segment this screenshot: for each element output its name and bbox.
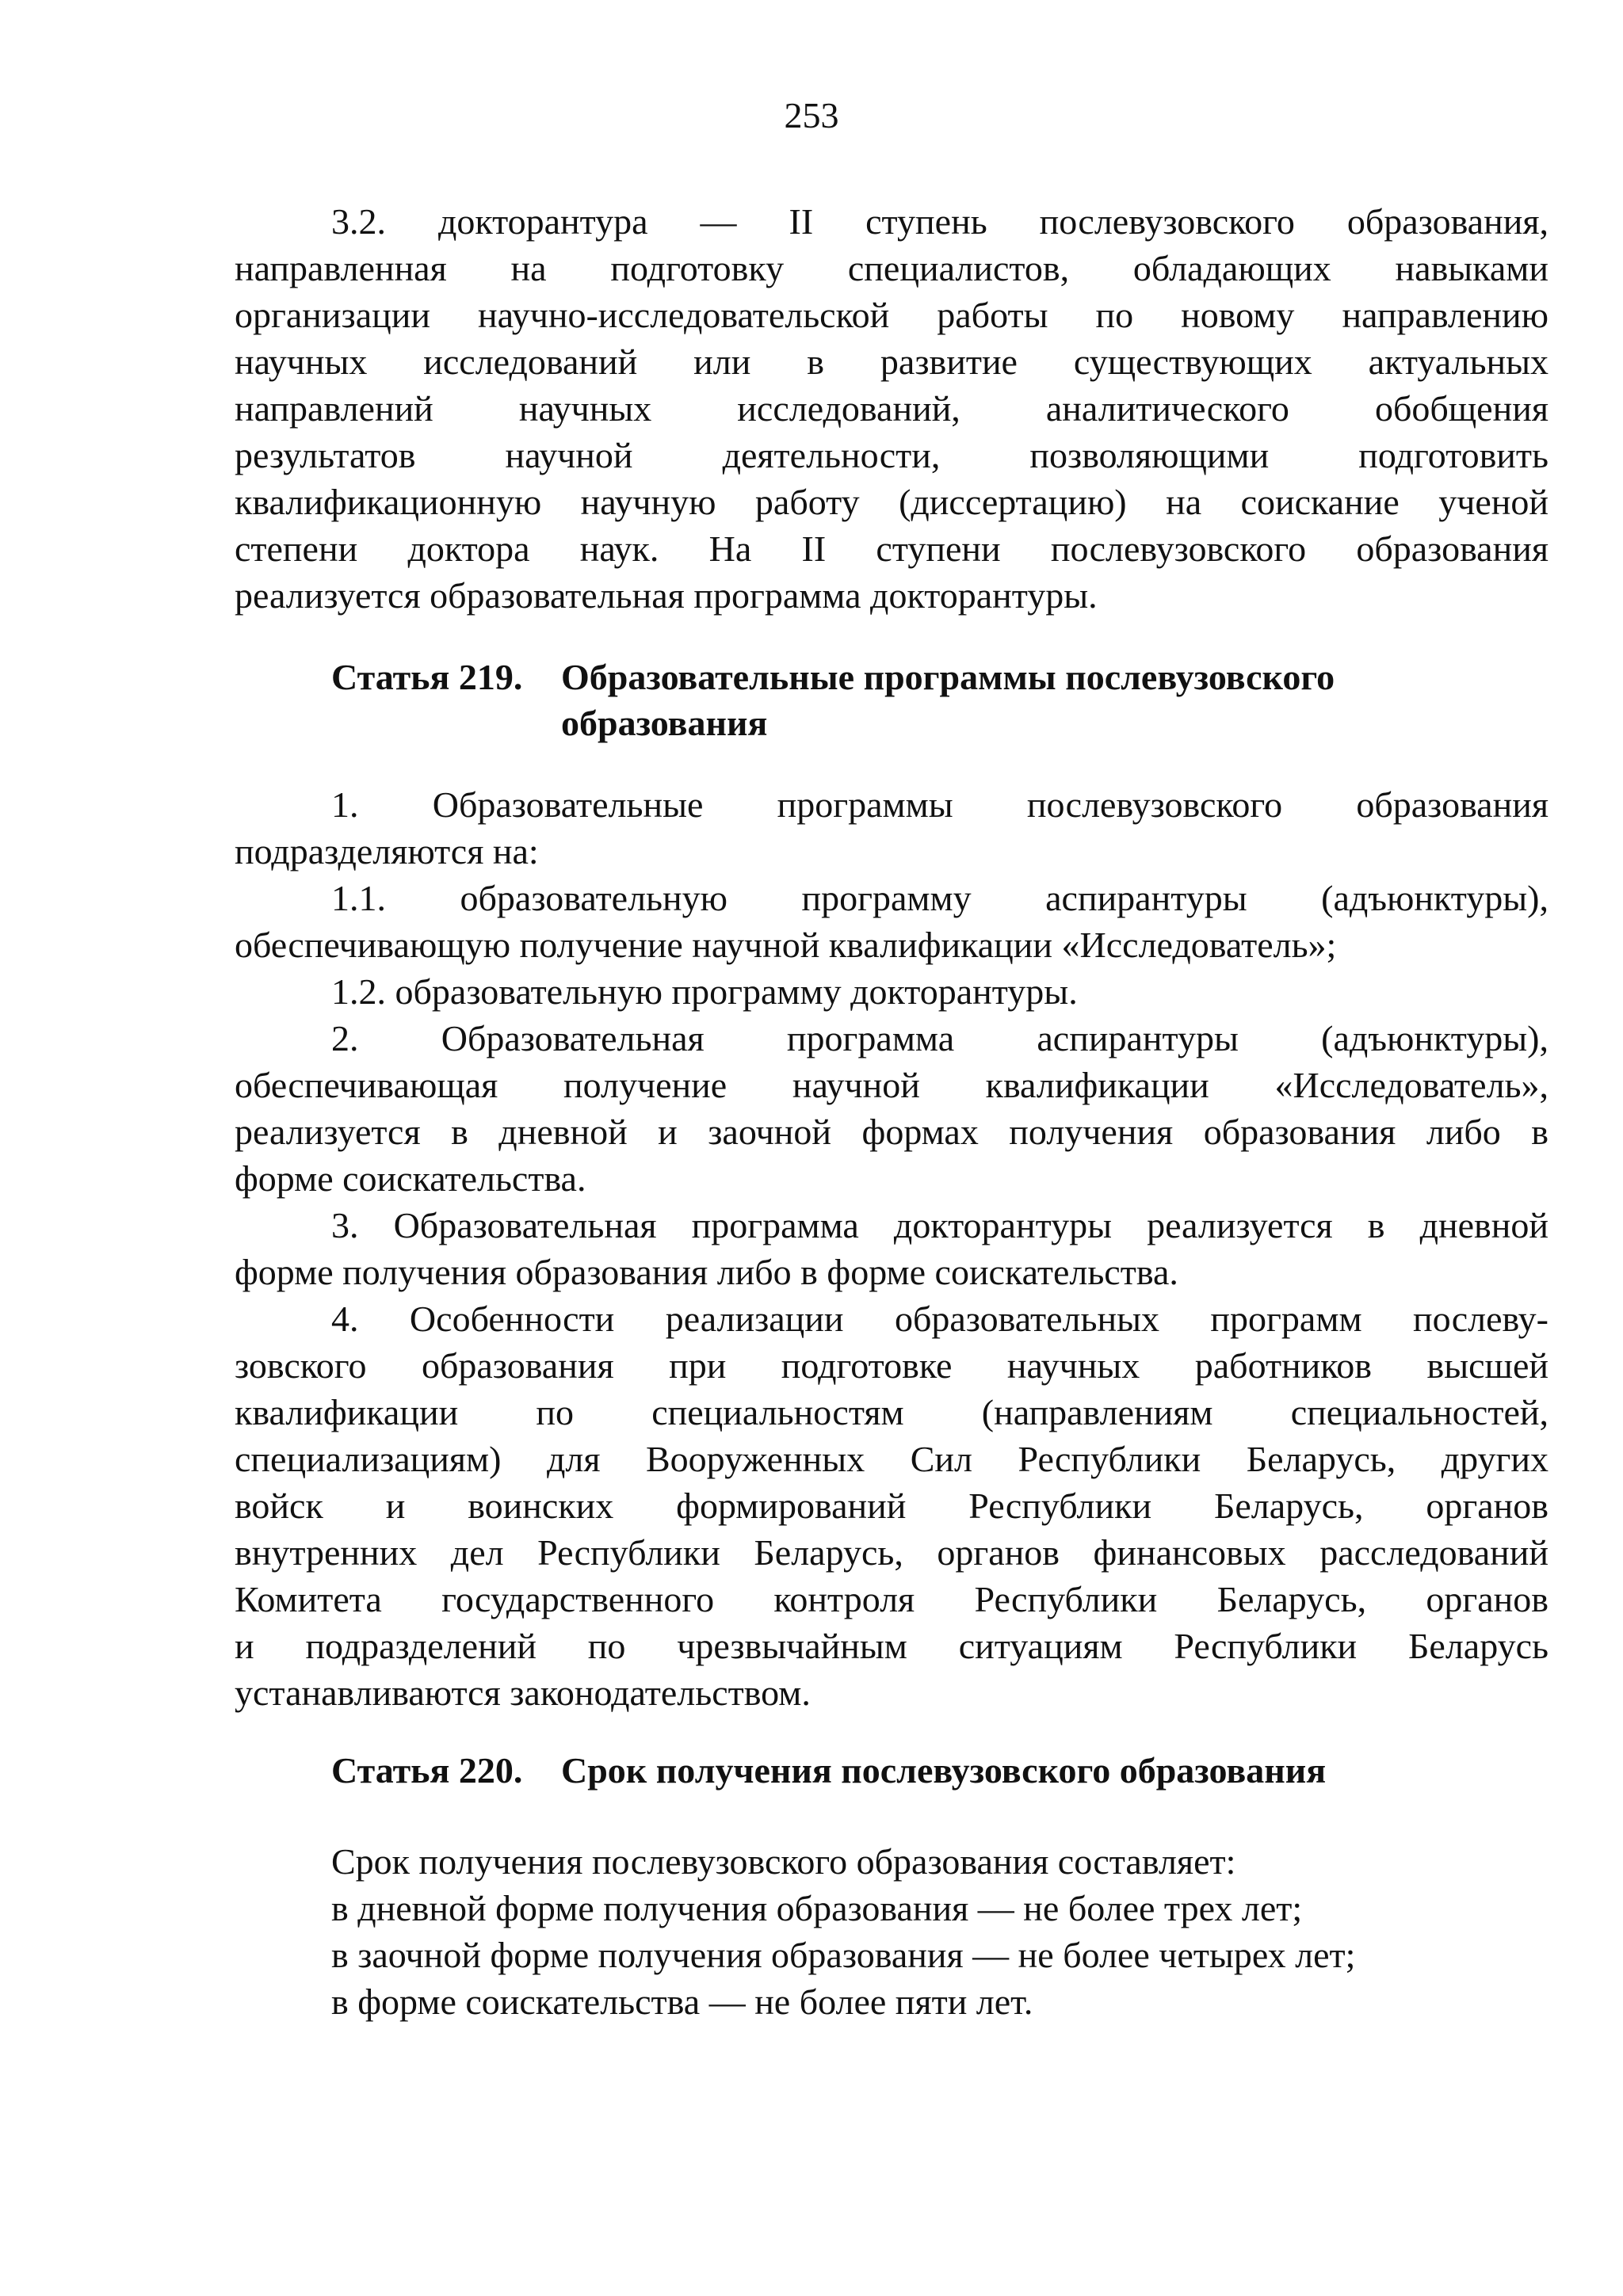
text-line: квалификации по специальностям (направлениям специальностей,	[235, 1392, 1549, 1432]
article-220-body	[235, 1838, 1549, 2025]
page-number: 253	[784, 95, 839, 135]
text-line: Комитета государственного контроля Республики Беларусь, органов	[235, 1579, 1549, 1619]
text-line: обеспечивающая получение научной квалификации «Исследователь»,	[235, 1065, 1549, 1105]
text-line: реализуется в дневной и заочной формах получения образования либо в	[235, 1112, 1549, 1152]
text-line: подразделяются на:	[235, 831, 539, 871]
article-219-heading	[331, 654, 1335, 746]
text-line: и подразделений по чрезвычайным ситуациям Республики Беларусь	[235, 1626, 1549, 1666]
article-label: Статья 220.	[331, 1750, 523, 1791]
article-220-heading	[331, 1748, 1326, 1794]
text-line: 3.2. докторантура — II ступень послевузовского образования,	[331, 201, 1549, 242]
text-line: степени доктора наук. На II ступени послевузовского образования	[235, 528, 1549, 569]
text-line: реализуется образовательная программа докторантуры.	[235, 575, 1098, 616]
text-line: 1. Образовательные программы послевузовского образования	[331, 784, 1549, 825]
article-title: Образовательные программы послевузовского образования	[561, 657, 1335, 743]
text-line: результатов научной деятельности, позволяющими подготовить	[235, 435, 1549, 475]
text-line: организации научно-исследовательской работы по новому направлению	[235, 295, 1549, 335]
paragraph-3-2	[235, 198, 1549, 619]
text-line: 1.1. образовательную программу аспирантуры (адъюнктуры),	[331, 878, 1549, 918]
article-219-body	[235, 781, 1549, 1716]
text-line: форме соискательства.	[235, 1158, 586, 1199]
text-line: 4. Особенности реализации образовательных программ послеву-	[331, 1299, 1549, 1339]
text-line: зовского образования при подготовке научных работников высшей	[235, 1345, 1549, 1386]
text-line: войск и воинских формирований Республики Беларусь, органов	[235, 1486, 1549, 1526]
text-line: 1.2. образовательную программу докторантуры.	[331, 971, 1078, 1012]
text-line: внутренних дел Республики Беларусь, органов финансовых расследований	[235, 1532, 1549, 1573]
text-line: направленная на подготовку специалистов, обладающих навыками	[235, 248, 1549, 288]
article-title: Срок получения послевузовского образования	[561, 1750, 1327, 1791]
text-line: 2. Образовательная программа аспирантуры (адъюнктуры),	[331, 1018, 1549, 1058]
text-line: обеспечивающую получение научной квалификации «Исследователь»;	[235, 925, 1337, 965]
text-line: в форме соискательства — не более пяти лет.	[331, 1981, 1033, 2022]
text-line: 3. Образовательная программа докторантуры реализуется в дневной	[331, 1205, 1549, 1245]
text-line: устанавливаются законодательством.	[235, 1672, 811, 1713]
text-line: Срок получения послевузовского образования составляет:	[331, 1841, 1236, 1882]
text-line: направлений научных исследований, аналитического обобщения	[235, 388, 1549, 429]
text-line: в дневной форме получения образования — не более трех лет;	[331, 1888, 1303, 1928]
text-line: форме получения образования либо в форме соискательства.	[235, 1252, 1178, 1292]
text-line: в заочной форме получения образования — не более четырех лет;	[331, 1935, 1356, 1975]
text-line: квалификационную научную работу (диссертацию) на соискание ученой	[235, 482, 1549, 522]
text-line: специализациям) для Вооруженных Сил Республики Беларусь, других	[235, 1439, 1549, 1479]
article-label: Статья 219.	[331, 657, 523, 697]
text-line: научных исследований или в развитие существующих актуальных	[235, 341, 1549, 382]
